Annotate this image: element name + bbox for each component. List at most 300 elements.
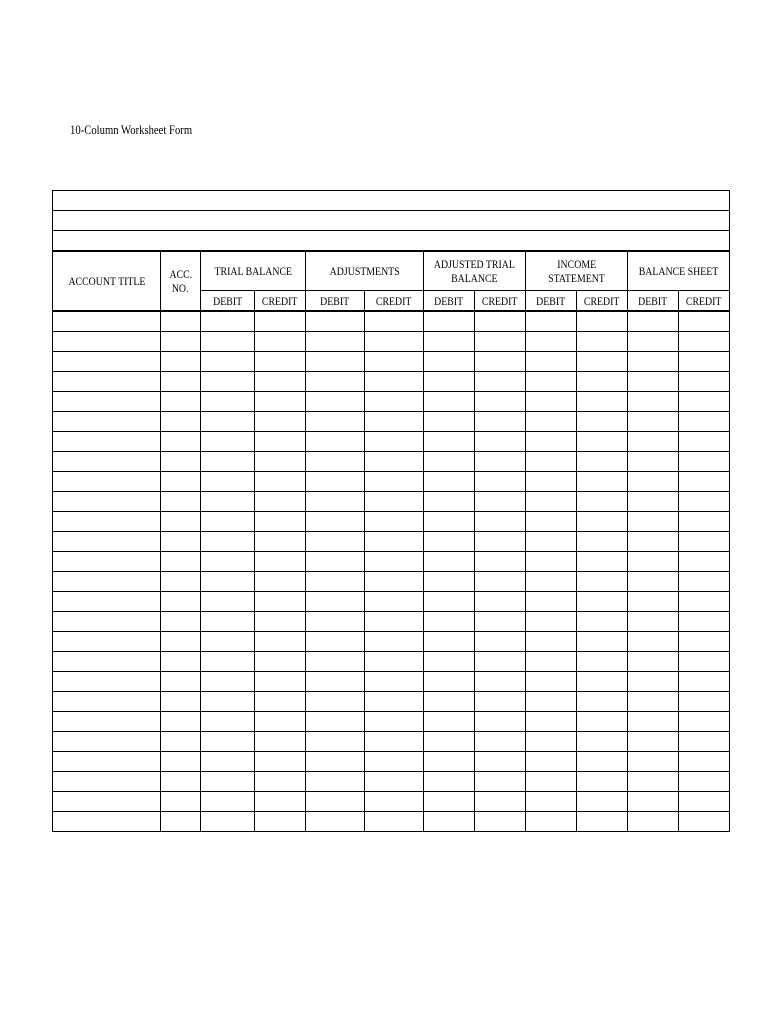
income-statement-credit-cell[interactable] (577, 492, 628, 512)
trial-balance-credit-cell[interactable] (255, 692, 306, 712)
income-statement-credit-cell[interactable] (577, 752, 628, 772)
income-statement-debit-cell[interactable] (526, 392, 577, 412)
adjusted-trial-balance-debit-cell[interactable] (424, 732, 475, 752)
adjustments-credit-cell[interactable] (365, 311, 424, 332)
adjusted-trial-balance-credit-cell[interactable] (475, 672, 526, 692)
income-statement-debit-cell[interactable] (526, 412, 577, 432)
adjusted-trial-balance-credit-cell[interactable] (475, 652, 526, 672)
adjusted-trial-balance-debit-cell[interactable] (424, 772, 475, 792)
adjustments-credit-cell[interactable] (365, 792, 424, 812)
adjusted-trial-balance-debit-cell[interactable] (424, 332, 475, 352)
adjustments-debit-cell[interactable] (306, 792, 365, 812)
balance-sheet-credit-cell[interactable] (679, 432, 730, 452)
trial-balance-debit-cell[interactable] (201, 412, 255, 432)
balance-sheet-debit-cell[interactable] (628, 311, 679, 332)
acc-no-cell[interactable] (161, 652, 201, 672)
adjustments-credit-cell[interactable] (365, 392, 424, 412)
income-statement-debit-cell[interactable] (526, 812, 577, 832)
balance-sheet-credit-cell[interactable] (679, 632, 730, 652)
adjusted-trial-balance-credit-cell[interactable] (475, 632, 526, 652)
adjusted-trial-balance-credit-cell[interactable] (475, 612, 526, 632)
income-statement-credit-cell[interactable] (577, 552, 628, 572)
adjustments-debit-cell[interactable] (306, 472, 365, 492)
income-statement-credit-cell[interactable] (577, 672, 628, 692)
adjusted-trial-balance-debit-cell[interactable] (424, 552, 475, 572)
adjusted-trial-balance-credit-cell[interactable] (475, 372, 526, 392)
balance-sheet-debit-cell[interactable] (628, 512, 679, 532)
trial-balance-debit-cell[interactable] (201, 732, 255, 752)
income-statement-credit-cell[interactable] (577, 392, 628, 412)
adjustments-credit-cell[interactable] (365, 592, 424, 612)
account-title-cell[interactable] (53, 572, 161, 592)
trial-balance-credit-cell[interactable] (255, 392, 306, 412)
account-title-cell[interactable] (53, 352, 161, 372)
income-statement-debit-cell[interactable] (526, 452, 577, 472)
trial-balance-credit-cell[interactable] (255, 572, 306, 592)
adjusted-trial-balance-debit-cell[interactable] (424, 352, 475, 372)
balance-sheet-credit-cell[interactable] (679, 492, 730, 512)
adjustments-debit-cell[interactable] (306, 512, 365, 532)
balance-sheet-credit-cell[interactable] (679, 352, 730, 372)
income-statement-debit-cell[interactable] (526, 592, 577, 612)
trial-balance-debit-cell[interactable] (201, 812, 255, 832)
adjustments-debit-cell[interactable] (306, 432, 365, 452)
income-statement-credit-cell[interactable] (577, 332, 628, 352)
trial-balance-debit-cell[interactable] (201, 372, 255, 392)
trial-balance-debit-cell[interactable] (201, 332, 255, 352)
income-statement-debit-cell[interactable] (526, 752, 577, 772)
adjustments-debit-cell[interactable] (306, 752, 365, 772)
income-statement-debit-cell[interactable] (526, 311, 577, 332)
adjusted-trial-balance-credit-cell[interactable] (475, 712, 526, 732)
balance-sheet-credit-cell[interactable] (679, 712, 730, 732)
adjustments-credit-cell[interactable] (365, 672, 424, 692)
adjustments-credit-cell[interactable] (365, 472, 424, 492)
adjusted-trial-balance-debit-cell[interactable] (424, 532, 475, 552)
adjustments-debit-cell[interactable] (306, 352, 365, 372)
balance-sheet-debit-cell[interactable] (628, 432, 679, 452)
account-title-cell[interactable] (53, 492, 161, 512)
income-statement-credit-cell[interactable] (577, 692, 628, 712)
trial-balance-debit-cell[interactable] (201, 452, 255, 472)
account-title-cell[interactable] (53, 592, 161, 612)
trial-balance-credit-cell[interactable] (255, 432, 306, 452)
balance-sheet-debit-cell[interactable] (628, 812, 679, 832)
income-statement-credit-cell[interactable] (577, 772, 628, 792)
adjusted-trial-balance-debit-cell[interactable] (424, 652, 475, 672)
adjusted-trial-balance-credit-cell[interactable] (475, 592, 526, 612)
adjusted-trial-balance-debit-cell[interactable] (424, 792, 475, 812)
income-statement-debit-cell[interactable] (526, 532, 577, 552)
account-title-cell[interactable] (53, 732, 161, 752)
acc-no-cell[interactable] (161, 752, 201, 772)
acc-no-cell[interactable] (161, 311, 201, 332)
acc-no-cell[interactable] (161, 432, 201, 452)
trial-balance-credit-cell[interactable] (255, 772, 306, 792)
balance-sheet-credit-cell[interactable] (679, 772, 730, 792)
adjusted-trial-balance-debit-cell[interactable] (424, 472, 475, 492)
trial-balance-debit-cell[interactable] (201, 512, 255, 532)
balance-sheet-debit-cell[interactable] (628, 692, 679, 712)
income-statement-debit-cell[interactable] (526, 352, 577, 372)
adjustments-debit-cell[interactable] (306, 732, 365, 752)
adjustments-credit-cell[interactable] (365, 772, 424, 792)
acc-no-cell[interactable] (161, 372, 201, 392)
acc-no-cell[interactable] (161, 792, 201, 812)
balance-sheet-credit-cell[interactable] (679, 752, 730, 772)
balance-sheet-debit-cell[interactable] (628, 412, 679, 432)
adjustments-debit-cell[interactable] (306, 592, 365, 612)
trial-balance-credit-cell[interactable] (255, 512, 306, 532)
income-statement-credit-cell[interactable] (577, 652, 628, 672)
account-title-cell[interactable] (53, 311, 161, 332)
adjustments-credit-cell[interactable] (365, 352, 424, 372)
adjustments-debit-cell[interactable] (306, 372, 365, 392)
adjustments-debit-cell[interactable] (306, 672, 365, 692)
adjustments-debit-cell[interactable] (306, 311, 365, 332)
adjusted-trial-balance-credit-cell[interactable] (475, 352, 526, 372)
balance-sheet-credit-cell[interactable] (679, 452, 730, 472)
adjustments-credit-cell[interactable] (365, 512, 424, 532)
adjusted-trial-balance-credit-cell[interactable] (475, 812, 526, 832)
adjustments-debit-cell[interactable] (306, 612, 365, 632)
balance-sheet-credit-cell[interactable] (679, 552, 730, 572)
adjustments-debit-cell[interactable] (306, 712, 365, 732)
balance-sheet-credit-cell[interactable] (679, 652, 730, 672)
adjusted-trial-balance-credit-cell[interactable] (475, 552, 526, 572)
acc-no-cell[interactable] (161, 392, 201, 412)
trial-balance-credit-cell[interactable] (255, 552, 306, 572)
adjustments-debit-cell[interactable] (306, 452, 365, 472)
adjustments-debit-cell[interactable] (306, 492, 365, 512)
adjustments-credit-cell[interactable] (365, 812, 424, 832)
adjustments-credit-cell[interactable] (365, 572, 424, 592)
balance-sheet-credit-cell[interactable] (679, 692, 730, 712)
adjusted-trial-balance-debit-cell[interactable] (424, 412, 475, 432)
trial-balance-debit-cell[interactable] (201, 632, 255, 652)
income-statement-credit-cell[interactable] (577, 432, 628, 452)
acc-no-cell[interactable] (161, 552, 201, 572)
income-statement-credit-cell[interactable] (577, 532, 628, 552)
account-title-cell[interactable] (53, 392, 161, 412)
adjusted-trial-balance-credit-cell[interactable] (475, 792, 526, 812)
balance-sheet-debit-cell[interactable] (628, 492, 679, 512)
income-statement-debit-cell[interactable] (526, 432, 577, 452)
income-statement-credit-cell[interactable] (577, 372, 628, 392)
adjustments-credit-cell[interactable] (365, 632, 424, 652)
adjusted-trial-balance-debit-cell[interactable] (424, 612, 475, 632)
balance-sheet-debit-cell[interactable] (628, 672, 679, 692)
income-statement-debit-cell[interactable] (526, 672, 577, 692)
trial-balance-debit-cell[interactable] (201, 692, 255, 712)
acc-no-cell[interactable] (161, 492, 201, 512)
heading-line-period[interactable] (53, 231, 730, 252)
income-statement-debit-cell[interactable] (526, 612, 577, 632)
adjusted-trial-balance-debit-cell[interactable] (424, 752, 475, 772)
balance-sheet-credit-cell[interactable] (679, 672, 730, 692)
trial-balance-debit-cell[interactable] (201, 432, 255, 452)
account-title-cell[interactable] (53, 652, 161, 672)
income-statement-credit-cell[interactable] (577, 472, 628, 492)
heading-line-form[interactable] (53, 211, 730, 231)
trial-balance-debit-cell[interactable] (201, 472, 255, 492)
adjusted-trial-balance-debit-cell[interactable] (424, 452, 475, 472)
adjustments-credit-cell[interactable] (365, 532, 424, 552)
balance-sheet-debit-cell[interactable] (628, 372, 679, 392)
trial-balance-credit-cell[interactable] (255, 532, 306, 552)
income-statement-credit-cell[interactable] (577, 311, 628, 332)
account-title-cell[interactable] (53, 372, 161, 392)
trial-balance-credit-cell[interactable] (255, 492, 306, 512)
balance-sheet-debit-cell[interactable] (628, 792, 679, 812)
acc-no-cell[interactable] (161, 472, 201, 492)
acc-no-cell[interactable] (161, 772, 201, 792)
account-title-cell[interactable] (53, 612, 161, 632)
adjustments-credit-cell[interactable] (365, 412, 424, 432)
income-statement-credit-cell[interactable] (577, 452, 628, 472)
adjustments-credit-cell[interactable] (365, 552, 424, 572)
trial-balance-credit-cell[interactable] (255, 332, 306, 352)
adjustments-credit-cell[interactable] (365, 732, 424, 752)
trial-balance-credit-cell[interactable] (255, 412, 306, 432)
adjustments-credit-cell[interactable] (365, 752, 424, 772)
trial-balance-debit-cell[interactable] (201, 652, 255, 672)
adjusted-trial-balance-credit-cell[interactable] (475, 332, 526, 352)
acc-no-cell[interactable] (161, 672, 201, 692)
balance-sheet-credit-cell[interactable] (679, 412, 730, 432)
adjusted-trial-balance-credit-cell[interactable] (475, 752, 526, 772)
adjusted-trial-balance-debit-cell[interactable] (424, 432, 475, 452)
income-statement-credit-cell[interactable] (577, 732, 628, 752)
balance-sheet-debit-cell[interactable] (628, 712, 679, 732)
adjustments-debit-cell[interactable] (306, 532, 365, 552)
adjusted-trial-balance-credit-cell[interactable] (475, 512, 526, 532)
acc-no-cell[interactable] (161, 352, 201, 372)
income-statement-credit-cell[interactable] (577, 812, 628, 832)
account-title-cell[interactable] (53, 712, 161, 732)
income-statement-credit-cell[interactable] (577, 792, 628, 812)
trial-balance-credit-cell[interactable] (255, 452, 306, 472)
acc-no-cell[interactable] (161, 632, 201, 652)
trial-balance-credit-cell[interactable] (255, 792, 306, 812)
adjustments-credit-cell[interactable] (365, 332, 424, 352)
acc-no-cell[interactable] (161, 692, 201, 712)
income-statement-debit-cell[interactable] (526, 492, 577, 512)
income-statement-debit-cell[interactable] (526, 632, 577, 652)
adjusted-trial-balance-credit-cell[interactable] (475, 311, 526, 332)
balance-sheet-credit-cell[interactable] (679, 472, 730, 492)
adjustments-debit-cell[interactable] (306, 392, 365, 412)
acc-no-cell[interactable] (161, 412, 201, 432)
trial-balance-debit-cell[interactable] (201, 311, 255, 332)
adjustments-credit-cell[interactable] (365, 692, 424, 712)
account-title-cell[interactable] (53, 632, 161, 652)
account-title-cell[interactable] (53, 452, 161, 472)
adjusted-trial-balance-credit-cell[interactable] (475, 572, 526, 592)
adjustments-credit-cell[interactable] (365, 712, 424, 732)
balance-sheet-debit-cell[interactable] (628, 652, 679, 672)
account-title-cell[interactable] (53, 692, 161, 712)
balance-sheet-credit-cell[interactable] (679, 812, 730, 832)
adjusted-trial-balance-debit-cell[interactable] (424, 311, 475, 332)
trial-balance-credit-cell[interactable] (255, 472, 306, 492)
trial-balance-debit-cell[interactable] (201, 752, 255, 772)
adjustments-debit-cell[interactable] (306, 412, 365, 432)
balance-sheet-credit-cell[interactable] (679, 572, 730, 592)
trial-balance-credit-cell[interactable] (255, 632, 306, 652)
income-statement-debit-cell[interactable] (526, 472, 577, 492)
income-statement-credit-cell[interactable] (577, 572, 628, 592)
account-title-cell[interactable] (53, 412, 161, 432)
account-title-cell[interactable] (53, 432, 161, 452)
trial-balance-debit-cell[interactable] (201, 392, 255, 412)
balance-sheet-debit-cell[interactable] (628, 732, 679, 752)
balance-sheet-debit-cell[interactable] (628, 612, 679, 632)
balance-sheet-debit-cell[interactable] (628, 632, 679, 652)
income-statement-credit-cell[interactable] (577, 712, 628, 732)
trial-balance-debit-cell[interactable] (201, 552, 255, 572)
heading-line-company[interactable] (53, 191, 730, 211)
income-statement-credit-cell[interactable] (577, 632, 628, 652)
adjusted-trial-balance-credit-cell[interactable] (475, 692, 526, 712)
adjustments-debit-cell[interactable] (306, 552, 365, 572)
balance-sheet-debit-cell[interactable] (628, 592, 679, 612)
acc-no-cell[interactable] (161, 612, 201, 632)
acc-no-cell[interactable] (161, 592, 201, 612)
adjusted-trial-balance-debit-cell[interactable] (424, 812, 475, 832)
adjusted-trial-balance-debit-cell[interactable] (424, 672, 475, 692)
income-statement-debit-cell[interactable] (526, 792, 577, 812)
income-statement-debit-cell[interactable] (526, 332, 577, 352)
balance-sheet-debit-cell[interactable] (628, 332, 679, 352)
balance-sheet-credit-cell[interactable] (679, 532, 730, 552)
adjusted-trial-balance-debit-cell[interactable] (424, 392, 475, 412)
balance-sheet-debit-cell[interactable] (628, 472, 679, 492)
account-title-cell[interactable] (53, 812, 161, 832)
adjustments-credit-cell[interactable] (365, 612, 424, 632)
account-title-cell[interactable] (53, 512, 161, 532)
income-statement-debit-cell[interactable] (526, 512, 577, 532)
balance-sheet-credit-cell[interactable] (679, 732, 730, 752)
balance-sheet-credit-cell[interactable] (679, 512, 730, 532)
adjusted-trial-balance-credit-cell[interactable] (475, 432, 526, 452)
trial-balance-debit-cell[interactable] (201, 532, 255, 552)
income-statement-credit-cell[interactable] (577, 412, 628, 432)
income-statement-debit-cell[interactable] (526, 692, 577, 712)
adjustments-debit-cell[interactable] (306, 632, 365, 652)
account-title-cell[interactable] (53, 772, 161, 792)
adjustments-credit-cell[interactable] (365, 452, 424, 472)
acc-no-cell[interactable] (161, 452, 201, 472)
income-statement-credit-cell[interactable] (577, 352, 628, 372)
account-title-cell[interactable] (53, 752, 161, 772)
trial-balance-credit-cell[interactable] (255, 311, 306, 332)
adjustments-credit-cell[interactable] (365, 372, 424, 392)
acc-no-cell[interactable] (161, 332, 201, 352)
adjusted-trial-balance-debit-cell[interactable] (424, 692, 475, 712)
adjustments-debit-cell[interactable] (306, 572, 365, 592)
adjustments-credit-cell[interactable] (365, 432, 424, 452)
balance-sheet-debit-cell[interactable] (628, 572, 679, 592)
trial-balance-debit-cell[interactable] (201, 612, 255, 632)
adjustments-debit-cell[interactable] (306, 772, 365, 792)
trial-balance-credit-cell[interactable] (255, 592, 306, 612)
account-title-cell[interactable] (53, 672, 161, 692)
trial-balance-debit-cell[interactable] (201, 712, 255, 732)
account-title-cell[interactable] (53, 792, 161, 812)
adjusted-trial-balance-credit-cell[interactable] (475, 772, 526, 792)
balance-sheet-credit-cell[interactable] (679, 332, 730, 352)
balance-sheet-debit-cell[interactable] (628, 752, 679, 772)
adjusted-trial-balance-debit-cell[interactable] (424, 512, 475, 532)
trial-balance-credit-cell[interactable] (255, 652, 306, 672)
trial-balance-credit-cell[interactable] (255, 372, 306, 392)
adjusted-trial-balance-credit-cell[interactable] (475, 732, 526, 752)
balance-sheet-credit-cell[interactable] (679, 311, 730, 332)
acc-no-cell[interactable] (161, 712, 201, 732)
trial-balance-credit-cell[interactable] (255, 612, 306, 632)
balance-sheet-debit-cell[interactable] (628, 532, 679, 552)
balance-sheet-debit-cell[interactable] (628, 452, 679, 472)
adjusted-trial-balance-debit-cell[interactable] (424, 632, 475, 652)
balance-sheet-debit-cell[interactable] (628, 352, 679, 372)
income-statement-credit-cell[interactable] (577, 612, 628, 632)
income-statement-debit-cell[interactable] (526, 732, 577, 752)
adjusted-trial-balance-debit-cell[interactable] (424, 592, 475, 612)
adjusted-trial-balance-debit-cell[interactable] (424, 712, 475, 732)
balance-sheet-credit-cell[interactable] (679, 372, 730, 392)
trial-balance-credit-cell[interactable] (255, 352, 306, 372)
account-title-cell[interactable] (53, 532, 161, 552)
adjusted-trial-balance-credit-cell[interactable] (475, 472, 526, 492)
adjustments-debit-cell[interactable] (306, 692, 365, 712)
trial-balance-debit-cell[interactable] (201, 492, 255, 512)
adjustments-debit-cell[interactable] (306, 652, 365, 672)
income-statement-debit-cell[interactable] (526, 652, 577, 672)
trial-balance-credit-cell[interactable] (255, 752, 306, 772)
account-title-cell[interactable] (53, 332, 161, 352)
trial-balance-credit-cell[interactable] (255, 732, 306, 752)
acc-no-cell[interactable] (161, 532, 201, 552)
account-title-cell[interactable] (53, 552, 161, 572)
adjusted-trial-balance-credit-cell[interactable] (475, 392, 526, 412)
acc-no-cell[interactable] (161, 512, 201, 532)
balance-sheet-credit-cell[interactable] (679, 792, 730, 812)
adjustments-debit-cell[interactable] (306, 812, 365, 832)
adjusted-trial-balance-debit-cell[interactable] (424, 372, 475, 392)
adjusted-trial-balance-credit-cell[interactable] (475, 452, 526, 472)
adjusted-trial-balance-credit-cell[interactable] (475, 412, 526, 432)
adjusted-trial-balance-credit-cell[interactable] (475, 532, 526, 552)
acc-no-cell[interactable] (161, 732, 201, 752)
balance-sheet-credit-cell[interactable] (679, 392, 730, 412)
income-statement-debit-cell[interactable] (526, 712, 577, 732)
trial-balance-credit-cell[interactable] (255, 712, 306, 732)
income-statement-credit-cell[interactable] (577, 512, 628, 532)
adjusted-trial-balance-credit-cell[interactable] (475, 492, 526, 512)
trial-balance-debit-cell[interactable] (201, 572, 255, 592)
balance-sheet-debit-cell[interactable] (628, 392, 679, 412)
trial-balance-debit-cell[interactable] (201, 352, 255, 372)
adjustments-debit-cell[interactable] (306, 332, 365, 352)
balance-sheet-credit-cell[interactable] (679, 612, 730, 632)
trial-balance-debit-cell[interactable] (201, 772, 255, 792)
acc-no-cell[interactable] (161, 572, 201, 592)
income-statement-debit-cell[interactable] (526, 772, 577, 792)
trial-balance-credit-cell[interactable] (255, 812, 306, 832)
trial-balance-credit-cell[interactable] (255, 672, 306, 692)
acc-no-cell[interactable] (161, 812, 201, 832)
